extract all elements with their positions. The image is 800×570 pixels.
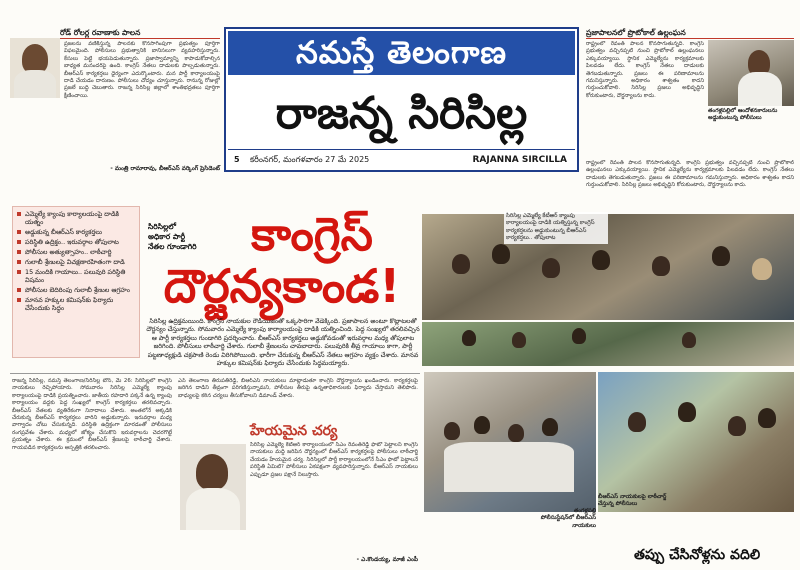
- kicker-line: నేతల గూండాగిరి: [148, 242, 197, 251]
- masthead-brand: నమస్తే తెలంగాణ: [228, 31, 575, 75]
- body-middle: ఎన్ తెలంగాణ తిరుపతిరెడ్డి, బీఆర్ఎస్ నాయకులు మాట్లాడుతూ కాంగ్రెస్ దౌర్జన్యాలను ఖండించారు. కార్యకర్తలపై జరిగిన దాడిని తీవ్రంగా పరిగణిస్తున్నామని, పోలీసుల తీరుపై ఉన్నతాధికారులకు ఫిర్యాదు చేస్తామని తెలిపారు. బాధ్యులపై కఠిన చర్యలు తీసుకోవాలని డిమాండ్ చేశారు.: [178, 378, 418, 399]
- highlight-item: మానవ హక్కుల కమిషన్‌కు ఫిర్యాదు చేసేందుకు సిద్ధం: [17, 296, 135, 312]
- column-tag: ప్రజాపాలనలో ప్రొటోకాల్ ఉల్లంఘన: [586, 28, 794, 39]
- masthead-dateline: [228, 149, 575, 170]
- masthead-english: RAJANNA SIRCILLA: [472, 155, 567, 165]
- top-left-signature: - మంత్రి రామారావు, బీఆర్ఎస్ వర్కింగ్ ప్రెసిడెంట్: [110, 166, 220, 172]
- highlight-item: ఎమ్మెల్యే క్యాంపు కార్యాలయంపై దాడికి యత్నం: [17, 210, 135, 226]
- column-tag: రోడ్ రోలర్ల రవాణాకు పాలన: [60, 28, 220, 39]
- top-right-body: రాష్ట్రంలో రేవంత్ పాలన కొనసాగుతున్నది. కాంగ్రెస్ ప్రభుత్వం వచ్చినప్పటి నుంచి ప్రొటోకాల్ ఉల్లంఘనలు ఎక్కువయ్యాయి. స్థానిక ఎమ్మెల్యేను కార్యక్రమాలకు పిలవడం లేదు. కాంగ్రెస్ నేతలు దాడులకు తెగబడుతున్నారు. ప్రజలు ఈ పరిణామాలను గమనిస్తున్నారు. అధికారం శాశ్వతం కాదని గుర్తుంచుకోవాలి. సిరిసిల్ల ప్రజలు అభివృద్ధిని కోరుకుంటారు, దౌర్జన్యాలను కాదు.: [586, 41, 704, 99]
- highlight-item: గులాబీ శ్రేణులపై విచక్షణారహితంగా దాడి: [17, 258, 135, 266]
- police-station-photo: [424, 372, 596, 512]
- top-right-body-cont: రాష్ట్రంలో రేవంత్ పాలన కొనసాగుతున్నది. కాంగ్రెస్ ప్రభుత్వం వచ్చినప్పటి నుంచి ప్రొటోకాల్ ఉల్లంఘనలు ఎక్కువయ్యాయి. స్థానిక ఎమ్మెల్యేను కార్యక్రమాలకు పిలవడం లేదు. కాంగ్రెస్ నేతలు దాడులకు తెగబడుతున్నారు. ప్రజలు ఈ పరిణామాలను గమనిస్తున్నారు. అధికారం శాశ్వతం కాదని గుర్తుంచుకోవాలి. సిరిసిల్ల ప్రజలు అభివృద్ధిని కోరుకుంటారు, దౌర్జన్యాలను కాదు.: [586, 160, 794, 189]
- photo-caption-lathi: బీఆర్ఎస్ నాయకులపై లాఠీచార్జ్ చేస్తున్న పోలీసులు: [598, 494, 667, 508]
- page-number: 5: [234, 155, 240, 164]
- kicker-line: అధికార పార్టీ: [148, 232, 186, 241]
- crowd-photo-top: [422, 214, 794, 320]
- headline-line-2: దౌర్జన్యకాండ!: [163, 259, 401, 313]
- lathi-charge-photo: [598, 372, 794, 512]
- highlight-item: అడ్డుకున్న బీఆర్ఎస్ కార్యకర్తలు: [17, 228, 135, 236]
- side-story-body: సిరిసిల్ల ఎమ్మెల్యే కేటీఆర్ కార్యాలయంలో సీఎం రేవంత్‌రెడ్డి ఫొటో పెట్టాలని కాంగ్రెస్ నాయకులు మద్ది జరిపిన దౌర్జన్యంలో బీఆర్ఎస్ కార్యకర్తలపై పోలీసులు లాఠీచార్జి చేయడం హేయమైన చర్య. సిరిసిల్లలో పార్టీ కార్యాలయంలోనే సీఎం ఫొటో పెట్టాలనే పరిస్థితి ఏమిటి? పోలీసులు ఏకపక్షంగా వ్యవహరిస్తున్నారు. బీఆర్ఎస్ నాయకులు ఎప్పుడూ ప్రజల పక్షానే నిలుస్తారు.: [250, 442, 418, 478]
- dateline: కరీంనగర్, మంగళవారం 27 మే 2025: [250, 155, 370, 164]
- divider: [10, 373, 420, 374]
- masthead: [224, 27, 579, 172]
- side-story-photo: [180, 444, 246, 530]
- bottom-right-heading: తప్పు చేసినోళ్లను వదిలి: [634, 547, 761, 563]
- highlights-box: [12, 206, 140, 358]
- highlight-item: పోలీసుల అత్యుత్సాహం.. లాఠీచార్జి: [17, 248, 135, 256]
- crowd-photo-middle: [422, 322, 794, 366]
- top-right-photo: [708, 40, 794, 106]
- body-left: రాజన్న సిరిసిల్ల, నమస్తే తెలంగాణ/సిరిసిల్ల టౌన్, మే 26: సిరిసిల్లలో కాంగ్రెస్ నాయకులు రెచ్చిపోయారు. సోమవారం సిరిసిల్ల ఎమ్మెల్యే క్యాంపు కార్యాలయంపై దాడికి ప్రయత్నించారు. జాతీయ రహదారి పక్కనే ఉన్న క్యాంపు కార్యాలయం వద్దకు పెద్ద సంఖ్యలో కాంగ్రెస్ కార్యకర్తలు తరలివచ్చారు. బీఆర్ఎస్ నేతలకు వ్యతిరేకంగా నినాదాలు చేశారు. అంతలోనే అక్కడికి చేరుకున్న బీఆర్ఎస్ కార్యకర్తలు వారిని అడ్డుకున్నారు. ఇరువర్గాల మధ్య వాగ్వాదం చోటు చేసుకున్నది. పరిస్థితి ఉద్రిక్తంగా మారడంతో పోలీసులు రంగప్రవేశం చేశారు. మధ్యలో జోక్యం చేసుకొని ఇరువర్గాలను చెదరగొట్టే ప్రయత్నం చేశారు. ఈ క్రమంలో బీఆర్ఎస్ శ్రేణులపై లాఠీచార్జి చేశారు. గాయపడిన కార్యకర్తలను ఆస్పత్రికి తరలించారు.: [12, 378, 172, 451]
- lead-paragraph: సిరిసిల్ల ఉద్రిక్తమయింది. కాంగ్రెస్ నాయకుల రౌడీయిజంతో ఒక్కసారిగా వేడెక్కింది. ప్రజాపాలన అంటూ కొట్లాటలతో దౌర్జన్యం చేస్తున్నారు. సోమవారం ఎమ్మెల్యే క్యాంపు కార్యాలయంపై దాడికి యత్నించింది. పెద్ద సంఖ్యలో తరలివచ్చిన ఆ పార్టీ కార్యకర్తలు గుండాగిరి ప్రదర్శించారు. బీఆర్ఎస్ కార్యకర్తలు అడ్డుకోవడంతో ఇరువర్గాల మధ్య తోపులాట జరిగింది. పోలీసులు లాఠీచార్జి చేశారు. గులాబీ శ్రేణులను చావబాదారు. పలువురికి తీవ్ర గాయాలు కాగా, పార్టీ పట్టణాధ్యక్షుడి చక్రపాణి రెండు విరిగిపోయింది. భారీగా చేరుకున్న బీఆర్ఎస్ నేతలు ఆగ్రహం వ్యక్తం చేశారు. మానవ హక్కుల కమిషన్‌కు ఫిర్యాదు చేసేందుకు సిద్ధమయ్యారు.: [146, 318, 420, 368]
- kicker-line: సిరిసిల్లలో: [148, 222, 177, 231]
- photo-caption-station: తంగళ్లపల్లి పోలీసుస్టేషన్‌లో బీఆర్ఎస్ నాయకులు: [540, 508, 596, 529]
- top-left-column: [10, 28, 220, 176]
- top-right-photo-caption: తంగళ్లపల్లిలో ఆందోళనకారులను అడ్డుకుంటున్న పోలీసులు: [708, 108, 778, 122]
- side-story-title: హేయమైన చర్య: [250, 423, 338, 439]
- photo-caption-top: సిరిసిల్ల ఎమ్మెల్యే కేటీఆర్ క్యాంపు కార్యాలయంపై దాడికి యత్నిస్తున్న కాంగ్రెస్ కార్యకర్తలను అడ్డుకుంటున్న బీఆర్ఎస్ కార్యకర్తలు.. తోపులాట: [504, 212, 608, 244]
- main-headline: [146, 206, 418, 316]
- side-story-signature: - ఎ.కొండయ్య, మాజీ ఎంపీ: [356, 557, 418, 563]
- politician-photo: [10, 38, 60, 98]
- headline-line-1: కాంగ్రెస్: [251, 207, 373, 261]
- highlight-item: పోలీసుల బెదిరింపు గులాబీ శ్రేణుల ఆగ్రహం: [17, 286, 135, 294]
- masthead-district: రాజన్న సిరిసిల్ల: [275, 88, 528, 139]
- highlight-item: 15 మందికి గాయాలు.. పలువురి పరిస్థితి విషమం: [17, 268, 135, 284]
- top-left-body: ప్రజలను వణికిస్తున్న పాలనకు కొనసాగింపుగా ప్రభుత్వం పూర్తిగా విఫలమైంది. పోలీసులు ప్రభుత్వానికి బానిసలుగా వ్యవహరిస్తున్నారు. కేసులు పెట్టి భయపెడుతున్నారు. ప్రజాస్వామ్యాన్ని కాపాడుకోవాల్సిన బాధ్యత మనందరిపై ఉంది. కాంగ్రెస్ నేతలు దాడులకు పాల్పడుతున్నారు. బీఆర్ఎస్ కార్యకర్తలు ధైర్యంగా ఎదుర్కొంటారు. మన పార్టీ కార్యాలయంపై దాడి చేయడం దారుణం. పోలీసులు చోద్యం చూస్తున్నారు. రానున్న రోజుల్లో ప్రజలే బుద్ధి చెబుతారు. రాజన్న సిరిసిల్ల జిల్లాలో శాంతిభద్రతలు పూర్తిగా క్షీణించాయి.: [64, 41, 220, 99]
- highlight-item: పరిస్థితి ఉద్రిక్తం.. ఇరువర్గాల తోపులాట: [17, 238, 135, 246]
